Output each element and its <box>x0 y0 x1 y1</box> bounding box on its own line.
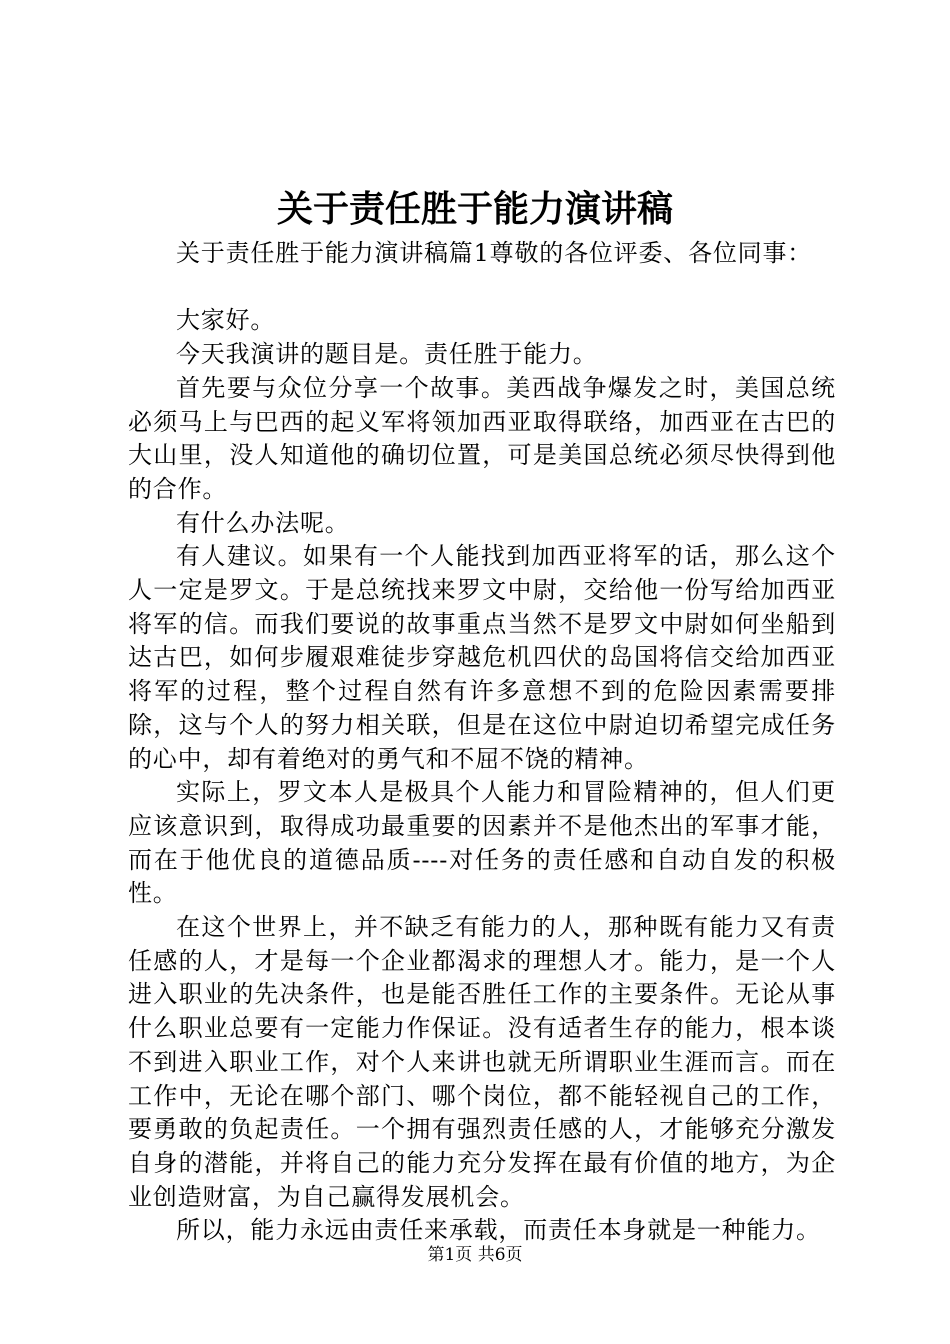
paragraph-greeting: 大家好。 <box>176 306 276 335</box>
paragraph-intro: 关于责任胜于能力演讲稿篇1尊敬的各位评委、各位同事： <box>176 239 813 267</box>
paragraph-argument: 在这个世界上，并不缺乏有能力的人，那种既有能力又有责任感的人，才是每一个企业都渴求的理想人才。能力，是一个人进入职业的先决条件，也是能否胜任工作的主要条件。无论从事什么职业总要有一定能力作保证。没有适者生存的能力，根本谈不到进入职业工作，对个人来讲也就无所谓职业生涯而言。而在工作中，无论在哪个部门、哪个岗位，都不能轻视自己的工作，要勇敢的负起责任。一个拥有强烈责任感的人，才能够充分激发自身的潜能，并将自己的能力充分发挥在最有价值的地方，为企业创造财富，为自己赢得发展机会。 <box>128 913 836 1211</box>
paragraph-conclusion: 所以，能力永远由责任来承载，而责任本身就是一种能力。 <box>176 1216 821 1245</box>
paragraph-topic: 今天我演讲的题目是。责任胜于能力。 <box>176 340 598 369</box>
document-title: 关于责任胜于能力演讲稿 <box>276 188 673 230</box>
paragraph-analysis: 实际上，罗文本人是极具个人能力和冒险精神的，但人们更应该意识到，取得成功最重要的因素并不是他杰出的军事才能，而在于他优良的道德品质----对任务的责任感和自动自发的积极性。 <box>128 778 836 908</box>
document-body <box>128 237 836 1248</box>
paragraph-question: 有什么办法呢。 <box>176 508 350 537</box>
page-indicator: 第1页 共6页 <box>427 1245 523 1265</box>
paragraph-story: 有人建议。如果有一个人能找到加西亚将军的话，那么这个人一定是罗文。于是总统找来罗文中尉，交给他一份写给加西亚将军的信。而我们要说的故事重点当然不是罗文中尉如何坐船到达古巴，如何步履艰难徒步穿越危机四伏的岛国将信交给加西亚将军的过程，整个过程自然有许多意想不到的危险因素需要排除，这与个人的努力相关联，但是在这位中尉迫切希望完成任务的心中，却有着绝对的勇气和不屈不饶的精神。 <box>128 542 836 773</box>
paragraph-story-intro: 首先要与众位分享一个故事。美西战争爆发之时，美国总统必须马上与巴西的起义军将领加西亚取得联络，加西亚在古巴的大山里，没人知道他的确切位置，可是美国总统必须尽快得到他的合作。 <box>128 373 836 503</box>
